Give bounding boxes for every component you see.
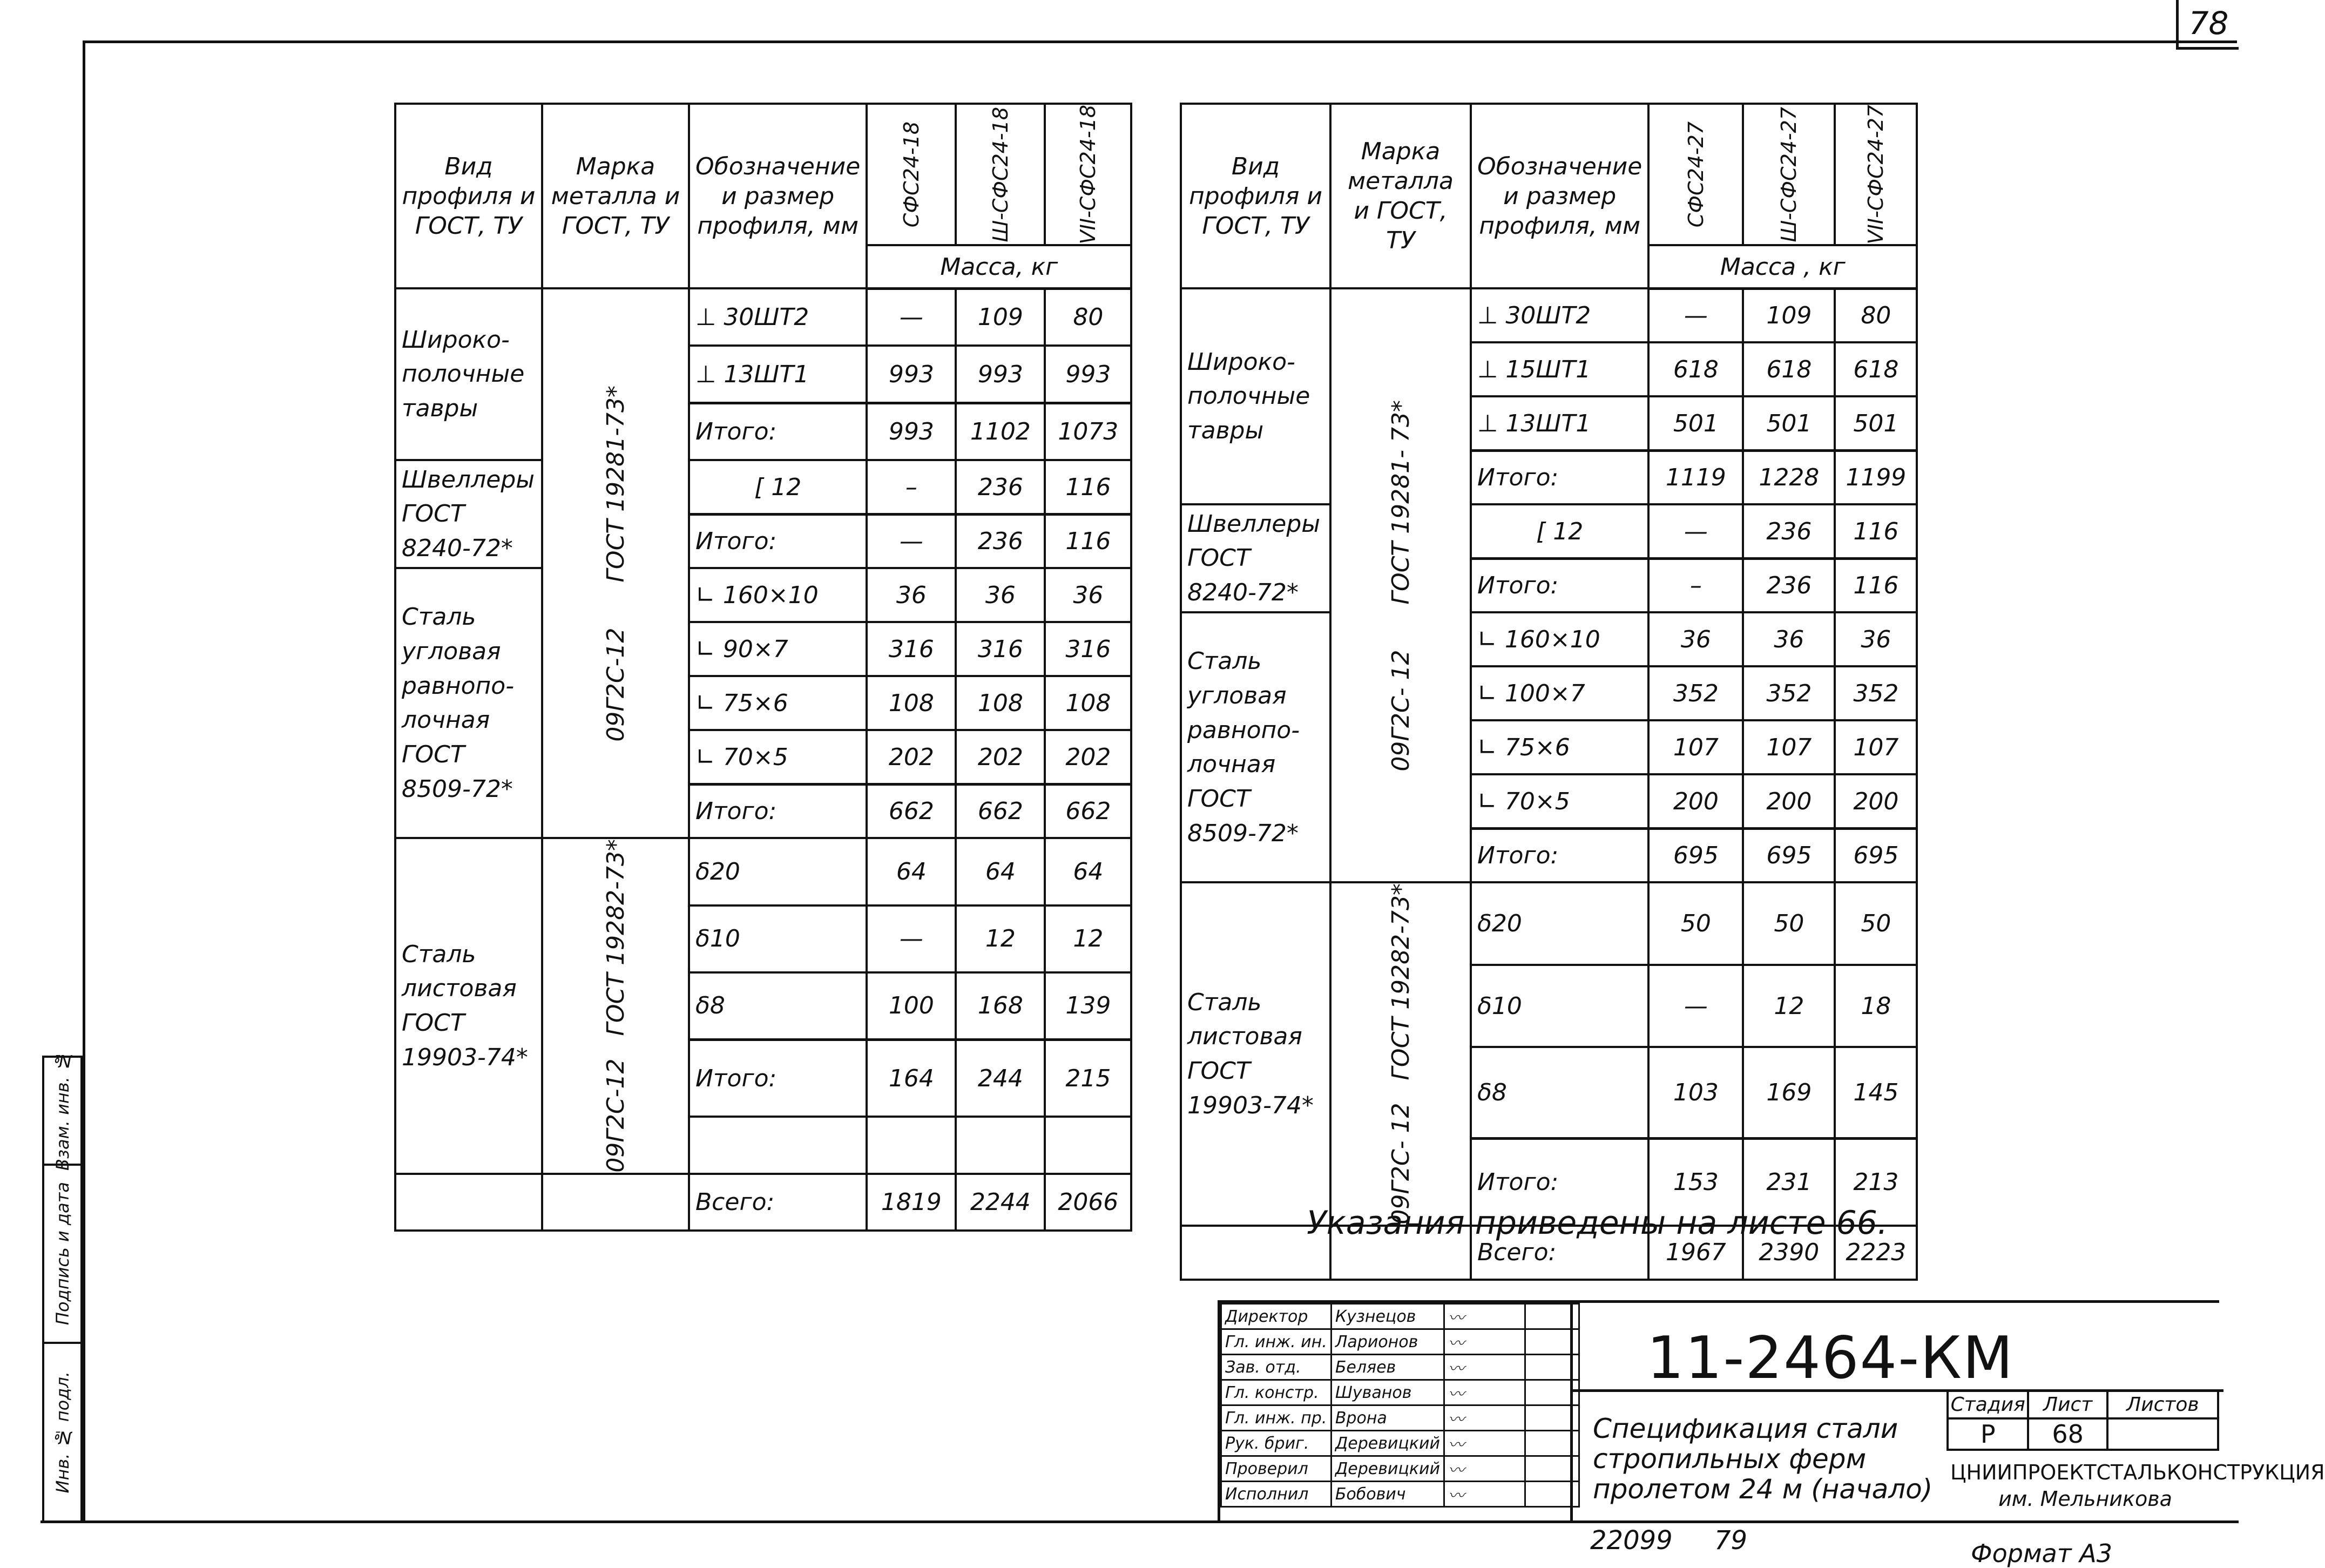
row-profile: δ10 (1471, 965, 1648, 1047)
header-profile: Вид профиля и ГОСТ, ТУ (395, 104, 542, 288)
row-subtotal-label: Итого: (689, 403, 867, 460)
row-mass: — (867, 288, 956, 346)
row-subtotal: 1102 (956, 403, 1045, 460)
sig-signature: 〰 (1444, 1380, 1525, 1405)
row-profile: ∟ 100×7 (1471, 666, 1648, 720)
row-profile: ∟ 70×5 (1471, 774, 1648, 828)
sig-signature: 〰 (1444, 1405, 1525, 1431)
row-mass: 200 (1743, 774, 1835, 828)
row-mass: 116 (1045, 460, 1131, 514)
row-mass: 64 (867, 838, 956, 905)
header-col2: Ш-СФС24-27 (1743, 104, 1835, 245)
row-mass: 80 (1045, 288, 1131, 346)
row-subtotal: 1073 (1045, 403, 1131, 460)
row-mass: 352 (1648, 666, 1743, 720)
row-subtotal: 153 (1648, 1139, 1743, 1226)
row-profile: ∟ 160×10 (1471, 612, 1648, 666)
sig-role: Зав. отд. (1221, 1355, 1332, 1380)
instructions-note: Указания приведены на листе 66. (1307, 1204, 1888, 1242)
group-tees: Широко- полочные тавры (1181, 288, 1330, 504)
row-mass: 993 (956, 346, 1045, 403)
row-subtotal: 695 (1743, 828, 1835, 882)
group-channels: Швеллеры ГОСТ 8240-72* (1181, 504, 1330, 612)
document-title: Спецификация стали стропильных ферм пролетом 24 м (начало) (1593, 1413, 1933, 1505)
row-profile: ⊥ 13ШТ1 (1471, 396, 1648, 450)
sig-name: Шуванов (1331, 1380, 1444, 1405)
sig-role: Гл. инж. пр. (1221, 1405, 1332, 1431)
row-mass: – (867, 460, 956, 514)
sig-role: Исполнил (1221, 1482, 1332, 1507)
header-designation: Обозначение и размер профиля, мм (1471, 104, 1648, 288)
row-subtotal-label: Итого: (1471, 558, 1648, 612)
header-col1: СФС24-18 (867, 104, 956, 245)
row-mass: 618 (1648, 342, 1743, 396)
total-value: 1819 (867, 1174, 956, 1231)
row-mass: 12 (1743, 965, 1835, 1047)
row-mass: 12 (1045, 905, 1131, 972)
steel-sheet: 09Г2С-12 ГОСТ 19282-73* (542, 838, 689, 1174)
row-mass: 352 (1835, 666, 1917, 720)
row-profile: ∟ 70×5 (689, 730, 867, 784)
row-mass: 107 (1835, 720, 1917, 774)
row-mass: 103 (1648, 1047, 1743, 1139)
row-mass: 50 (1743, 882, 1835, 965)
row-mass: 168 (956, 972, 1045, 1039)
row-profile: [ 12 (689, 460, 867, 514)
row-mass: 64 (956, 838, 1045, 905)
row-mass: 100 (867, 972, 956, 1039)
group-sheet: Сталь листовая ГОСТ 19903-74* (395, 838, 542, 1174)
header-designation: Обозначение и размер профиля, мм (689, 104, 867, 288)
row-subtotal: 215 (1045, 1039, 1131, 1117)
row-profile: δ10 (689, 905, 867, 972)
row-mass: 618 (1743, 342, 1835, 396)
margin-inv-orig: Инв. № подл. (52, 1371, 73, 1493)
header-profile: Вид профиля и ГОСТ, ТУ (1181, 104, 1330, 288)
row-profile: δ8 (1471, 1047, 1648, 1139)
row-subtotal: 244 (956, 1039, 1045, 1117)
sig-name: Деревицкий (1331, 1431, 1444, 1456)
row-subtotal: 695 (1835, 828, 1917, 882)
row-subtotal: 695 (1648, 828, 1743, 882)
title-block (1218, 1300, 2325, 1520)
header-col3: VII-СФС24-18 (1045, 104, 1131, 245)
header-steel: Марка металла и ГОСТ, ТУ (542, 104, 689, 288)
row-mass: 108 (956, 676, 1045, 730)
group-angles: Сталь угловая равнопо- лочная ГОСТ 8509-72* (1181, 612, 1330, 882)
row-mass: 36 (867, 568, 956, 622)
row-profile: δ20 (1471, 882, 1648, 965)
row-mass: 107 (1648, 720, 1743, 774)
group-sheet: Сталь листовая ГОСТ 19903-74* (1181, 882, 1330, 1226)
row-subtotal: 116 (1835, 558, 1917, 612)
row-mass: 501 (1743, 396, 1835, 450)
row-mass: 993 (1045, 346, 1131, 403)
row-profile: ∟ 90×7 (689, 622, 867, 676)
inventory-number: 79 (1714, 1525, 1748, 1556)
margin-stamp (42, 1051, 83, 1523)
row-mass: 64 (1045, 838, 1131, 905)
total-label: Всего: (689, 1174, 867, 1231)
stage-table (1946, 1389, 2219, 1451)
steel-main: 09Г2С- 12 ГОСТ 19281- 73* (1330, 288, 1471, 882)
row-mass: 145 (1835, 1047, 1917, 1139)
row-mass: 108 (1045, 676, 1131, 730)
sheet-label: Лист (2028, 1390, 2107, 1418)
row-mass: 80 (1835, 288, 1917, 342)
spec-table-left (394, 103, 1132, 1232)
row-subtotal: – (1648, 558, 1743, 612)
stage-value: Р (1948, 1418, 2028, 1450)
row-subtotal-label: Итого: (689, 1039, 867, 1117)
row-mass: 109 (1743, 288, 1835, 342)
row-mass: 169 (1743, 1047, 1835, 1139)
row-mass: 36 (1648, 612, 1743, 666)
row-mass: 108 (867, 676, 956, 730)
row-mass: 12 (956, 905, 1045, 972)
sig-name: Кузнецов (1331, 1304, 1444, 1329)
row-subtotal: 1199 (1835, 450, 1917, 504)
spec-table-right (1180, 103, 1918, 1281)
organization (1950, 1459, 2325, 1513)
page-number: 78 (2176, 0, 2239, 50)
total-empty (395, 1174, 542, 1231)
group-channels: Швеллеры ГОСТ 8240-72* (395, 460, 542, 568)
row-empty (689, 1117, 867, 1174)
row-mass: 501 (1648, 396, 1743, 450)
row-mass: — (1648, 965, 1743, 1047)
row-subtotal: 662 (1045, 784, 1131, 838)
row-subtotal: 213 (1835, 1139, 1917, 1226)
row-mass: 107 (1743, 720, 1835, 774)
sheets-label: Листов (2107, 1390, 2218, 1418)
sig-name: Деревицкий (1331, 1456, 1444, 1482)
row-subtotal: 662 (956, 784, 1045, 838)
row-profile: ∟ 160×10 (689, 568, 867, 622)
total-value: 2223 (1835, 1226, 1917, 1280)
row-subtotal: 1228 (1743, 450, 1835, 504)
row-subtotal-label: Итого: (689, 514, 867, 568)
row-subtotal-label: Итого: (1471, 1139, 1648, 1226)
format-label: Формат А3 (1971, 1539, 2112, 1568)
sig-signature: 〰 (1444, 1304, 1525, 1329)
group-tees: Широко- полочные тавры (395, 288, 542, 460)
row-mass: 316 (867, 622, 956, 676)
row-subtotal: 231 (1743, 1139, 1835, 1226)
margin-replace-inv: Взам. инв. № (44, 1058, 80, 1166)
row-subtotal: 164 (867, 1039, 956, 1117)
document-code: 11-2464-КМ (1647, 1324, 2015, 1392)
row-mass: 316 (1045, 622, 1131, 676)
sheet-value: 68 (2028, 1418, 2107, 1450)
row-mass: 50 (1648, 882, 1743, 965)
row-empty (956, 1117, 1045, 1174)
header-col3: VII-СФС24-27 (1835, 104, 1917, 245)
total-empty (542, 1174, 689, 1231)
row-mass: 50 (1835, 882, 1917, 965)
row-mass: 202 (867, 730, 956, 784)
row-subtotal: 116 (1045, 514, 1131, 568)
row-profile: ⊥ 30ШТ2 (1471, 288, 1648, 342)
row-subtotal-label: Итого: (689, 784, 867, 838)
organization-subtitle: им. Мельникова (1998, 1487, 2172, 1511)
total-label: Всего: (1471, 1226, 1648, 1280)
stage-label: Стадия (1948, 1390, 2028, 1418)
row-mass: 36 (956, 568, 1045, 622)
group-angles: Сталь угловая равнопо- лочная ГОСТ 8509-72* (395, 568, 542, 838)
frame-bottom-line (40, 1520, 2239, 1523)
row-mass: 36 (1743, 612, 1835, 666)
margin-sign-date: Подпись и дата (44, 1166, 80, 1344)
header-steel: Марка металла и ГОСТ, ТУ (1330, 104, 1471, 288)
header-col1: СФС24-27 (1648, 104, 1743, 245)
organization-name: ЦНИИПРОЕКТСТАЛЬКОНСТРУКЦИЯ (1950, 1461, 2325, 1484)
row-mass: 139 (1045, 972, 1131, 1039)
row-profile: ⊥ 15ШТ1 (1471, 342, 1648, 396)
sig-signature: 〰 (1444, 1355, 1525, 1380)
sig-name: Бобович (1331, 1482, 1444, 1507)
sig-role: Проверил (1221, 1456, 1332, 1482)
row-mass: 202 (956, 730, 1045, 784)
total-value: 1967 (1648, 1226, 1743, 1280)
row-subtotal: 236 (1743, 558, 1835, 612)
row-mass: 993 (867, 346, 956, 403)
row-profile: δ20 (689, 838, 867, 905)
row-empty (1045, 1117, 1131, 1174)
sig-signature: 〰 (1444, 1329, 1525, 1355)
sig-role: Гл. констр. (1221, 1380, 1332, 1405)
row-mass: 202 (1045, 730, 1131, 784)
steel-main: 09Г2С-12 ГОСТ 19281-73* (542, 288, 689, 838)
row-profile: δ8 (689, 972, 867, 1039)
total-value: 2390 (1743, 1226, 1835, 1280)
sig-signature: 〰 (1444, 1456, 1525, 1482)
row-mass: 618 (1835, 342, 1917, 396)
row-profile: ∟ 75×6 (1471, 720, 1648, 774)
sig-name: Ларионов (1331, 1329, 1444, 1355)
sheets-value (2107, 1418, 2218, 1450)
row-empty (867, 1117, 956, 1174)
row-mass: 501 (1835, 396, 1917, 450)
row-subtotal-label: Итого: (1471, 450, 1648, 504)
row-mass: 36 (1835, 612, 1917, 666)
sig-role: Директор (1221, 1304, 1332, 1329)
row-profile: ∟ 75×6 (689, 676, 867, 730)
row-subtotal-label: Итого: (1471, 828, 1648, 882)
row-mass: — (1648, 504, 1743, 558)
title-block-divider (1570, 1303, 1573, 1523)
row-subtotal: 662 (867, 784, 956, 838)
row-mass: 109 (956, 288, 1045, 346)
row-subtotal: 993 (867, 403, 956, 460)
row-mass: 116 (1835, 504, 1917, 558)
sig-role: Гл. инж. ин. (1221, 1329, 1332, 1355)
row-mass: 236 (956, 460, 1045, 514)
row-mass: 236 (1743, 504, 1835, 558)
row-profile: ⊥ 30ШТ2 (689, 288, 867, 346)
sig-name: Врона (1331, 1405, 1444, 1431)
sig-role: Рук. бриг. (1221, 1431, 1332, 1456)
signature-table (1220, 1303, 1580, 1508)
row-mass: 200 (1835, 774, 1917, 828)
inventory-number: 22099 (1590, 1525, 1673, 1556)
total-value: 2066 (1045, 1174, 1131, 1231)
sig-name: Беляев (1331, 1355, 1444, 1380)
header-mass: Масса , кг (1648, 245, 1917, 288)
sig-signature: 〰 (1444, 1431, 1525, 1456)
total-value: 2244 (956, 1174, 1045, 1231)
row-subtotal: 1119 (1648, 450, 1743, 504)
row-subtotal: — (867, 514, 956, 568)
sig-signature: 〰 (1444, 1482, 1525, 1507)
steel-sheet: 09Г2С- 12 ГОСТ 19282-73* (1330, 882, 1471, 1226)
row-mass: 316 (956, 622, 1045, 676)
row-mass: — (867, 905, 956, 972)
header-col2: Ш-СФС24-18 (956, 104, 1045, 245)
row-mass: — (1648, 288, 1743, 342)
row-mass: 36 (1045, 568, 1131, 622)
row-profile: [ 12 (1471, 504, 1648, 558)
row-mass: 18 (1835, 965, 1917, 1047)
row-profile: ⊥ 13ШТ1 (689, 346, 867, 403)
header-mass: Масса, кг (867, 245, 1131, 288)
row-subtotal: 236 (956, 514, 1045, 568)
row-mass: 352 (1743, 666, 1835, 720)
row-mass: 200 (1648, 774, 1743, 828)
